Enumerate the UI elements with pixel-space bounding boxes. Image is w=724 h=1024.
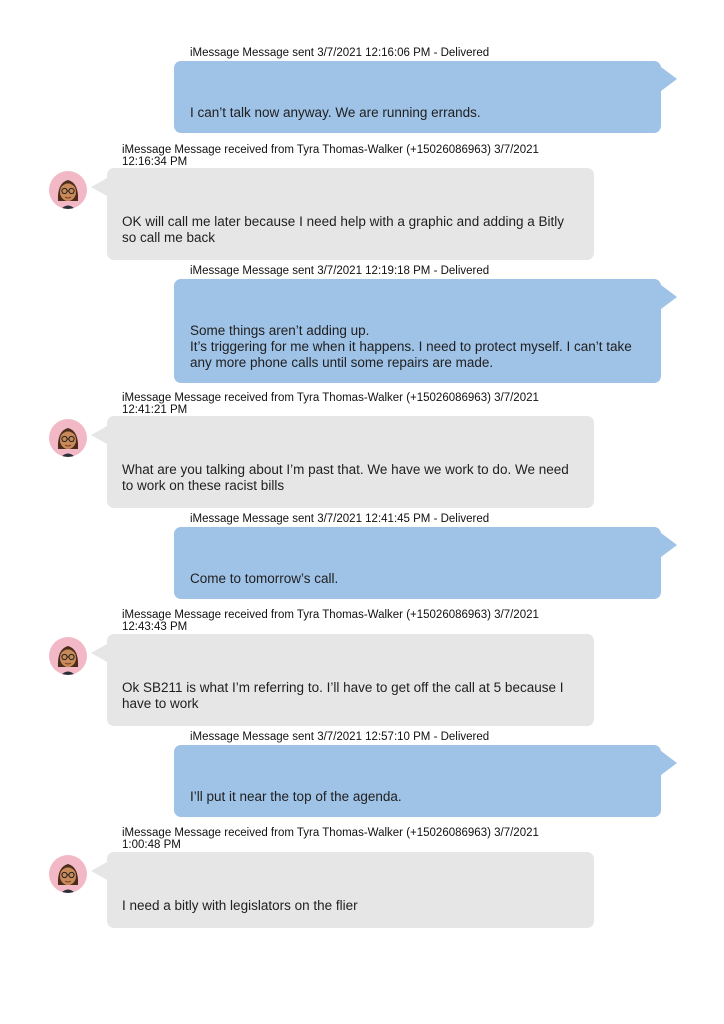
- message-meta: iMessage Message received from Tyra Thomas-Walker (+15026086963) 3/7/2021 12:43:43 PM: [122, 609, 539, 633]
- memoji-avatar-icon: [49, 419, 87, 457]
- received-bubble: [107, 416, 594, 508]
- memoji-avatar-icon: [49, 637, 87, 675]
- bubble-tail: [91, 426, 107, 444]
- memoji-avatar-icon: [49, 171, 87, 209]
- received-bubble: [107, 168, 594, 260]
- message-meta: iMessage Message received from Tyra Thomas-Walker (+15026086963) 3/7/2021 12:41:21 PM: [122, 392, 539, 416]
- message-text: Ok SB211 is what I’m referring to. I’ll have to get off the call at 5 because I have to work: [122, 680, 564, 711]
- sent-bubble: [174, 527, 661, 599]
- received-bubble: [107, 852, 594, 928]
- message-text: Come to tomorrow’s call.: [190, 571, 339, 586]
- message-meta: iMessage Message sent 3/7/2021 12:19:18 PM - Delivered: [190, 265, 490, 277]
- bubble-tail: [661, 751, 677, 775]
- message-text: I need a bitly with legislators on the flier: [122, 898, 358, 913]
- message-meta: iMessage Message sent 3/7/2021 12:41:45 PM - Delivered: [190, 513, 490, 525]
- message-text: Some things aren’t adding up. It’s triggering for me when it happens. I need to protect myself. I can’t take any more phone calls until some repairs are made.: [190, 323, 632, 370]
- bubble-tail: [91, 178, 107, 196]
- message-text: I can’t talk now anyway. We are running errands.: [190, 105, 481, 120]
- bubble-tail: [661, 285, 677, 309]
- memoji-avatar-icon: [49, 855, 87, 893]
- bubble-tail: [91, 644, 107, 662]
- bubble-tail: [661, 67, 677, 91]
- message-meta: iMessage Message sent 3/7/2021 12:16:06 PM - Delivered: [190, 47, 490, 59]
- message-text: OK will call me later because I need help with a graphic and adding a Bitly so call me back: [122, 214, 564, 245]
- message-meta: iMessage Message received from Tyra Thomas-Walker (+15026086963) 3/7/2021 1:00:48 PM: [122, 827, 539, 851]
- bubble-tail: [661, 533, 677, 557]
- message-meta: iMessage Message received from Tyra Thomas-Walker (+15026086963) 3/7/2021 12:16:34 PM: [122, 144, 539, 168]
- message-text: What are you talking about I’m past that. We have we work to do. We need to work on these racist bills: [122, 462, 569, 493]
- sent-bubble: [174, 745, 661, 817]
- sent-bubble: [174, 279, 661, 383]
- sent-bubble: [174, 61, 661, 133]
- message-text: I’ll put it near the top of the agenda.: [190, 789, 402, 804]
- bubble-tail: [91, 862, 107, 880]
- message-meta: iMessage Message sent 3/7/2021 12:57:10 PM - Delivered: [190, 731, 490, 743]
- received-bubble: [107, 634, 594, 726]
